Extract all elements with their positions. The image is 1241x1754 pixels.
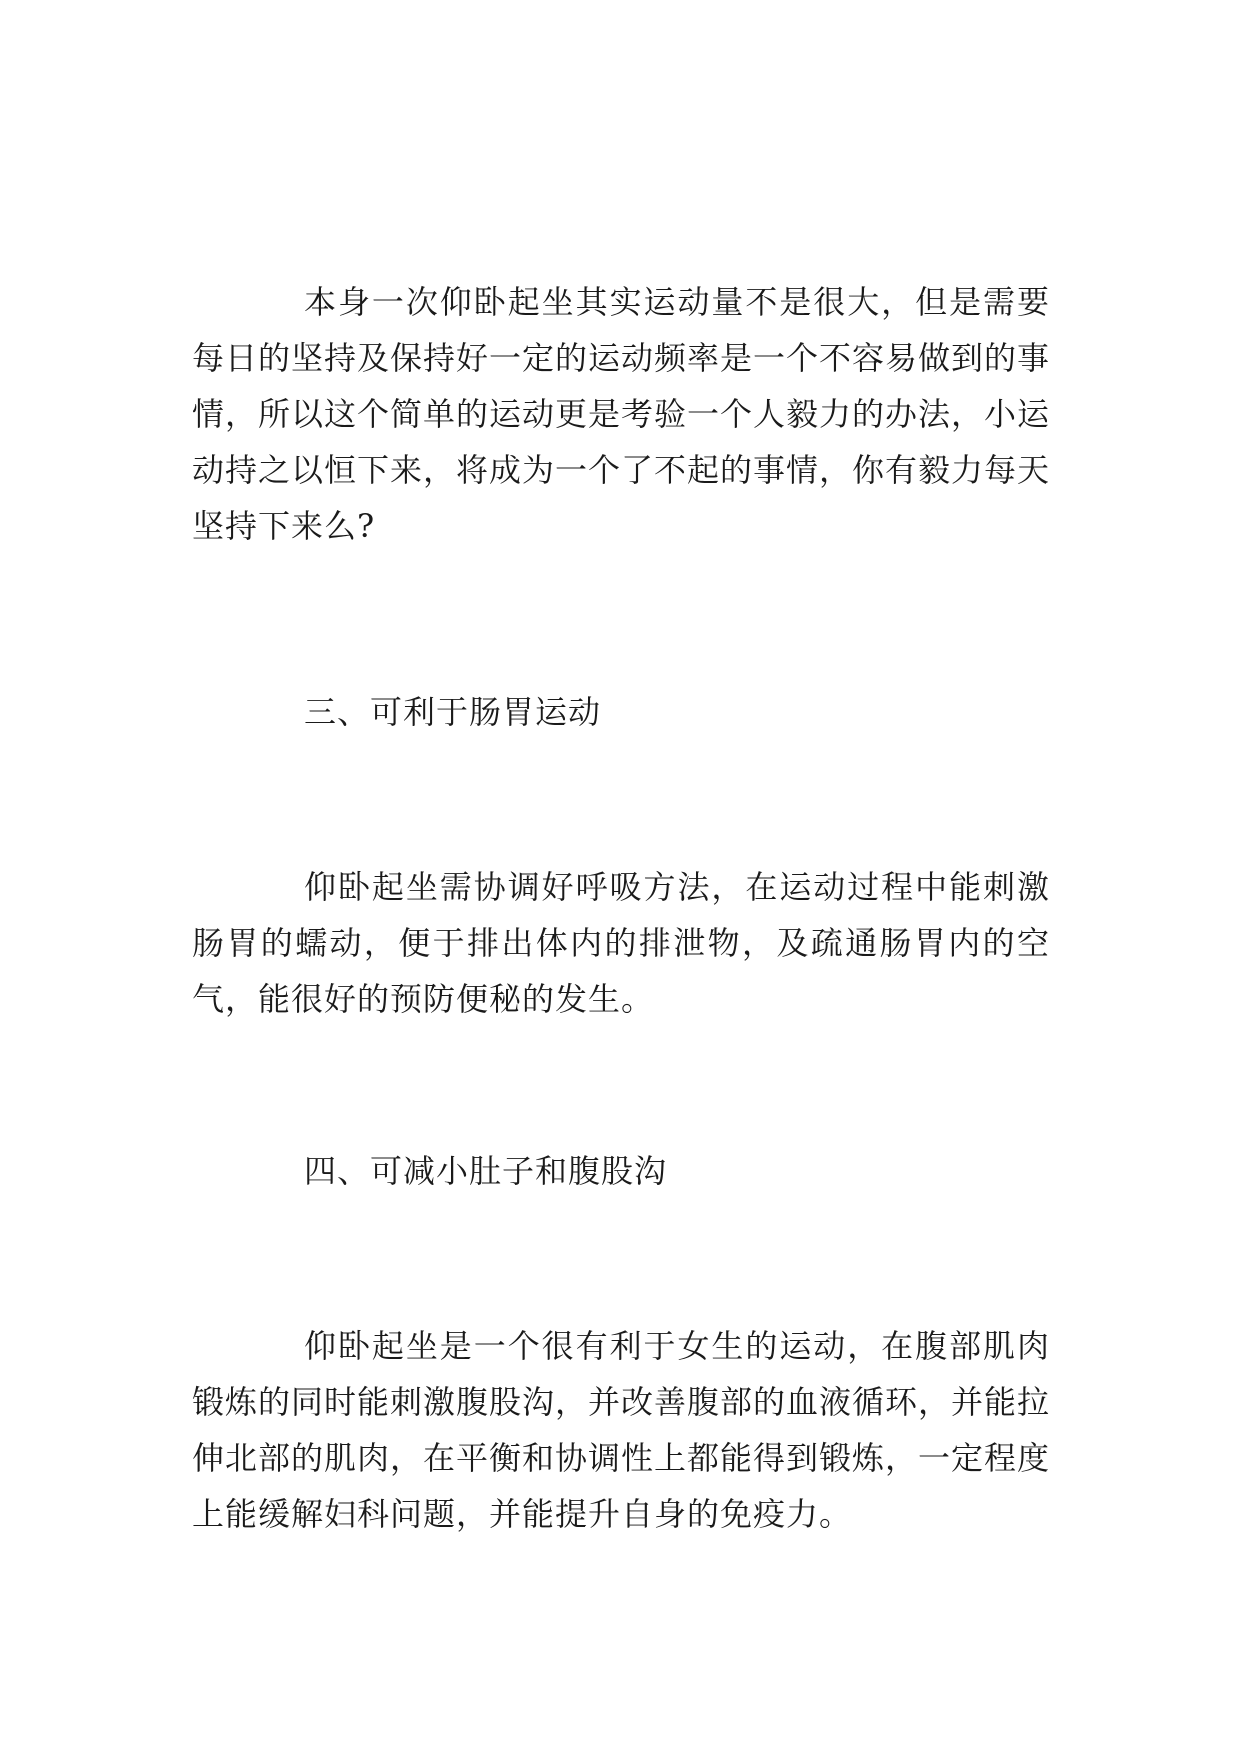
section-heading-4: 四、可减小肚子和腹股沟 bbox=[304, 1152, 668, 1190]
section-heading-3: 三、可利于肠胃运动 bbox=[304, 693, 602, 731]
paragraph-persistence: 本身一次仰卧起坐其实运动量不是很大，但是需要每日的坚持及保持好一定的运动频率是一个不容易做到的事情，所以这个简单的运动更是考验一个人毅力的办法，小运动持之以恒下来，将成为一个了不起的事情，你有毅力每天坚持下来么? bbox=[192, 283, 1051, 545]
paragraph-digestion: 仰卧起坐需协调好呼吸方法，在运动过程中能刺激肠胃的蠕动，便于排出体内的排泄物，及疏通肠胃内的空气，能很好的预防便秘的发生。 bbox=[192, 868, 1050, 1018]
paragraph-abdomen: 仰卧起坐是一个很有利于女生的运动，在腹部肌肉锻炼的同时能刺激腹股沟，并改善腹部的血液循环，并能拉伸北部的肌肉，在平衡和协调性上都能得到锻炼，一定程度上能缓解妇科问题，并能提升自身的免疫力。 bbox=[192, 1327, 1051, 1533]
